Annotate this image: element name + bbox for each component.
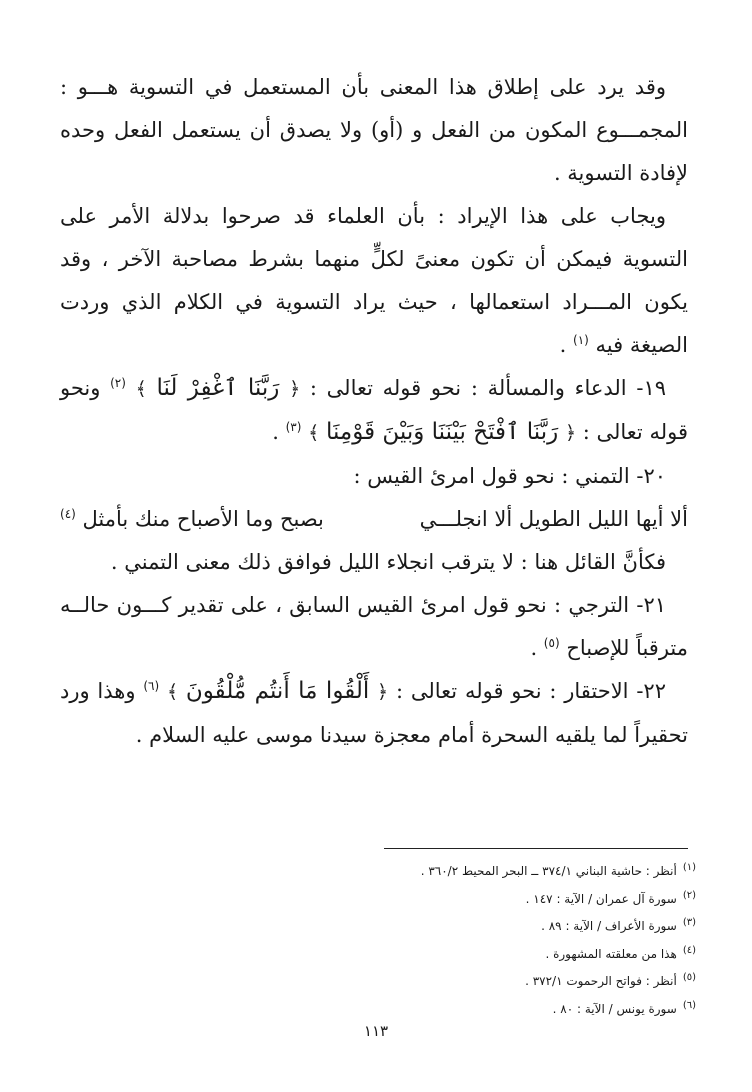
quran-open-bracket: ﴿ xyxy=(564,422,577,444)
footnote-item xyxy=(276,939,696,967)
footnote-separator xyxy=(384,848,688,849)
footnote-item xyxy=(276,994,696,1022)
page-number: ١١٣ xyxy=(363,1022,389,1040)
footnote-ref-2[interactable]: (٢) xyxy=(110,376,126,390)
paragraph-text: فكأنَّ القائل هنا : لا يترقب انجلاء الليل فوافق ذلك معنى التمني . xyxy=(110,550,666,574)
footnote-number: (٤) xyxy=(682,944,696,956)
paragraph-supplication xyxy=(60,367,688,455)
paragraph-text: ويجاب على هذا الإيراد : بأن العلماء قد صرحوا بدلالة الأمر على التسوية فيمكن أن تكون معنىً لكلٍّ منهما بشرط مصاحبة الآخر ، وقد يكون المـــراد استعمالها ، حيث يراد التسوية في الكلام الذي وردت الصيغة فيه xyxy=(60,204,688,357)
footnote-ref-1[interactable]: (١) xyxy=(573,333,589,347)
paragraph-hope xyxy=(60,584,688,670)
paragraph-tail: ونحو قوله تعالى : xyxy=(60,376,688,444)
footnote-number: (٦) xyxy=(682,999,696,1011)
footnote-text: هذا من معلقته المشهورة . xyxy=(545,946,677,961)
footnote-ref-3[interactable]: (٣) xyxy=(285,420,302,434)
footnote-item xyxy=(276,884,696,912)
paragraph-tail: وهذا ورد تحقيراً لما يلقيه السحرة أمام معجزة سيدنا موسى عليه السلام . xyxy=(60,679,688,747)
quran-verse: أَلْقُوا مَا أَنتُم مُّلْقُونَ xyxy=(185,678,370,704)
footnote-text: سورة الأعراف / الآية : ٨٩ . xyxy=(541,919,677,933)
paragraph-text: ٢٢- الاحتقار : نحو قوله تعالى : xyxy=(388,679,666,703)
paragraph-objection xyxy=(60,66,688,195)
footnote-number: (٢) xyxy=(682,889,696,901)
paragraph-text: ٢٠- التمني : نحو قول امرئ القيس : xyxy=(353,464,666,488)
paragraph-tail: . xyxy=(530,636,544,660)
footnote-item xyxy=(276,911,696,939)
footnote-text: أنظر : حاشية البناني ٣٧٤/١ ــ البحر المحيط ٣٦٠/٢ . xyxy=(420,864,677,878)
quran-verse: رَبَّنَا ٱفْتَحْ بَيْنَنَا وَبَيْنَ قَوْمِنَا xyxy=(325,419,559,445)
paragraph-wishing xyxy=(60,455,688,498)
paragraph-text: ٢١- الترجي : نحو قول امرئ القيس السابق ، على تقدير كـــون حالــه مترقباً للإصباح xyxy=(60,593,688,660)
verse-second-hemistich xyxy=(60,498,324,541)
poetry-verse xyxy=(60,498,688,541)
paragraph-reply xyxy=(60,195,688,367)
main-text xyxy=(60,66,688,757)
verse-first-hemistich: ألا أيها الليل الطويل ألا انجلـــي xyxy=(419,507,688,531)
paragraph-text: ١٩- الدعاء والمسألة : نحو قوله تعالى : xyxy=(300,376,666,400)
footnote-ref-4[interactable]: (٤) xyxy=(60,507,76,521)
verse-second-text: بصبح وما الأصباح منك بأمثل xyxy=(82,507,324,531)
quran-open-bracket: ﴿ xyxy=(289,378,301,400)
paragraph-tail: . xyxy=(559,333,573,357)
quran-close-bracket: ﴾ xyxy=(135,378,147,400)
footnote-item xyxy=(276,856,696,884)
footnote-number: (٥) xyxy=(682,972,696,983)
footnote-text: أنظر : فواتح الرحموت ٣٧٢/١ . xyxy=(525,974,677,988)
paragraph-tail: . xyxy=(272,420,286,444)
footnote-ref-5[interactable]: (٥) xyxy=(543,636,560,650)
footnotes xyxy=(276,856,696,1021)
footnote-number: (٣) xyxy=(682,917,696,928)
footnote-number: (١) xyxy=(682,862,696,873)
paragraph-contempt xyxy=(60,670,688,757)
footnote-text: سورة آل عمران / الآية : ١٤٧ . xyxy=(525,891,677,906)
footnote-text: سورة يونس / الآية : ٨٠ . xyxy=(552,1001,677,1016)
footnote-ref-6[interactable]: (٦) xyxy=(143,679,160,693)
footnote-item xyxy=(276,966,696,994)
paragraph-text: وقد يرد على إطلاق هذا المعنى بأن المستعمل في التسوية هـــو : المجمـــوع المكون من الفعل و (أو) ولا يصدق أن يستعمل الفعل وحده لإفادة التسوية . xyxy=(60,75,688,185)
quran-close-bracket: ﴾ xyxy=(166,681,179,703)
paragraph-wishing-comment xyxy=(60,541,688,584)
quran-open-bracket: ﴿ xyxy=(377,681,389,703)
quran-verse: رَبَّنَا ٱغْفِرْ لَنَا xyxy=(156,375,280,401)
quran-close-bracket: ﴾ xyxy=(308,422,320,444)
